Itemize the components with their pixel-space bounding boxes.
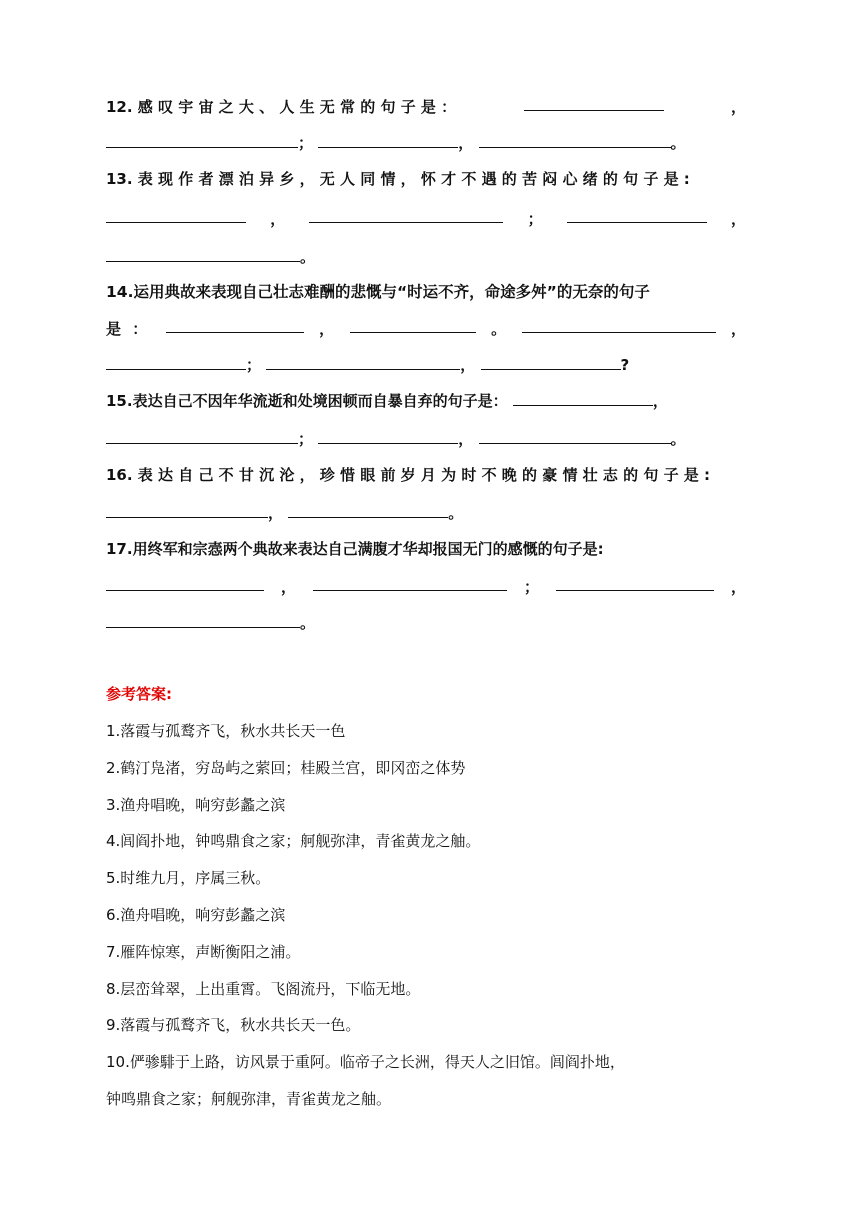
answer-blank[interactable] bbox=[166, 318, 304, 333]
answer-item: 2.鹤汀凫渚，穷岛屿之萦回；桂殿兰宫，即冈峦之体势 bbox=[106, 759, 466, 777]
answer-blank[interactable] bbox=[288, 503, 448, 518]
answers-title: 参考答案: bbox=[106, 685, 172, 703]
punct: ； bbox=[523, 578, 539, 596]
punct: 。 bbox=[300, 614, 316, 632]
answer-blank[interactable] bbox=[318, 133, 458, 148]
question-15-line2 bbox=[106, 428, 746, 449]
answer-blank[interactable] bbox=[350, 318, 476, 333]
punct: 。 bbox=[670, 430, 686, 448]
question-14-prompt: 14.运用典故来表现自己壮志难酬的悲慨与“时运不齐，命途多舛”的无奈的句子 bbox=[106, 283, 650, 301]
answer-item: 3.渔舟唱晚，响穷彭蠡之滨 bbox=[106, 796, 286, 814]
answer-item: 5.时维九月，序属三秋。 bbox=[106, 869, 271, 887]
punct: ， bbox=[270, 210, 286, 228]
question-16-line1 bbox=[106, 464, 746, 485]
punct: ， bbox=[730, 578, 746, 596]
question-13-line1 bbox=[106, 168, 746, 189]
answer-item: 1.落霞与孤鹜齐飞，秋水共长天一色 bbox=[106, 722, 346, 740]
answer-blank[interactable] bbox=[567, 208, 707, 223]
punct: ， bbox=[460, 356, 476, 374]
answer-blank[interactable] bbox=[524, 96, 664, 111]
punct: ， bbox=[652, 392, 668, 410]
question-16-line2 bbox=[106, 502, 746, 523]
question-13-line3 bbox=[106, 246, 746, 267]
answer-blank[interactable] bbox=[106, 576, 264, 591]
punct: ， bbox=[268, 504, 284, 522]
punct: ， bbox=[319, 320, 335, 338]
answer-blank[interactable] bbox=[106, 613, 300, 628]
answer-blank[interactable] bbox=[513, 391, 653, 406]
question-15-prompt: 15.表达自己不因年华流逝和处境困顿而自暴自弃的句子是： bbox=[106, 392, 508, 410]
answer-item: 10.俨骖騑于上路，访风景于重阿。临帝子之长洲，得天人之旧馆。闾阎扑地， bbox=[106, 1053, 625, 1071]
answer-blank[interactable] bbox=[106, 355, 246, 370]
punct: 。 bbox=[300, 248, 316, 266]
answer-blank[interactable] bbox=[522, 318, 716, 333]
punct: ， bbox=[730, 320, 746, 338]
punct: ? bbox=[620, 356, 630, 374]
question-16-prompt: 16. 表 达 自 己 不 甘 沉 沦 ， 珍 惜 眼 前 岁 月 为 时 不 晚 的 豪 情 壮 志 的 句 子 是 : bbox=[106, 466, 711, 484]
question-14-line1 bbox=[106, 280, 746, 302]
answer-blank[interactable] bbox=[106, 133, 298, 148]
question-14-lead: 是 ： bbox=[106, 320, 151, 338]
punct: 。 bbox=[448, 504, 464, 522]
answer-item: 6.渔舟唱晚，响穷彭蠡之滨 bbox=[106, 906, 286, 924]
answer-blank[interactable] bbox=[318, 429, 458, 444]
punct: 。 bbox=[491, 320, 507, 338]
answer-item: 9.落霞与孤鹜齐飞，秋水共长天一色。 bbox=[106, 1016, 361, 1034]
punct: ； bbox=[298, 134, 314, 152]
punct: ， bbox=[458, 134, 474, 152]
answer-blank[interactable] bbox=[266, 355, 460, 370]
answer-blank[interactable] bbox=[106, 429, 298, 444]
question-17-line3 bbox=[106, 612, 746, 633]
question-12-prompt: 12. 感 叹 宇 宙 之 大 、 人 生 无 常 的 句 子 是 ： bbox=[106, 98, 457, 116]
question-17-line2 bbox=[106, 576, 746, 597]
punct: ， bbox=[730, 210, 746, 228]
answer-blank[interactable] bbox=[106, 503, 268, 518]
answer-blank[interactable] bbox=[309, 208, 503, 223]
answer-blank[interactable] bbox=[556, 576, 714, 591]
answer-blank[interactable] bbox=[106, 247, 300, 262]
punct: ， bbox=[730, 98, 746, 116]
question-15-line1 bbox=[106, 390, 746, 411]
question-17-line1 bbox=[106, 538, 746, 559]
question-14-line2 bbox=[106, 318, 746, 339]
answer-blank[interactable] bbox=[481, 355, 621, 370]
punct: ； bbox=[246, 356, 262, 374]
punct: 。 bbox=[670, 134, 686, 152]
answer-item: 8.层峦耸翠，上出重霄。飞阁流丹，下临无地。 bbox=[106, 980, 421, 998]
answer-item: 7.雁阵惊寒，声断衡阳之浦。 bbox=[106, 943, 301, 961]
question-17-prompt: 17.用终军和宗悫两个典故来表达自己满腹才华却报国无门的感慨的句子是: bbox=[106, 540, 604, 558]
answer-blank[interactable] bbox=[313, 576, 507, 591]
punct: ； bbox=[527, 210, 543, 228]
question-12-line1 bbox=[106, 96, 746, 117]
answer-blank[interactable] bbox=[479, 133, 671, 148]
answer-blank[interactable] bbox=[479, 429, 671, 444]
question-13-prompt: 13. 表 现 作 者 漂 泊 异 乡 ， 无 人 同 情 ， 怀 才 不 遇 的 苦 闷 心 绪 的 句 子 是 : bbox=[106, 170, 690, 188]
question-12-line2 bbox=[106, 132, 746, 153]
answer-item: 4.闾阎扑地，钟鸣鼎食之家；舸舰弥津，青雀黄龙之舳。 bbox=[106, 832, 481, 850]
answer-item: 钟鸣鼎食之家；舸舰弥津，青雀黄龙之舳。 bbox=[106, 1090, 392, 1108]
punct: ， bbox=[280, 578, 296, 596]
punct: ； bbox=[298, 430, 314, 448]
question-13-line2 bbox=[106, 208, 746, 229]
question-14-line3 bbox=[106, 354, 746, 375]
punct: ， bbox=[458, 430, 474, 448]
answer-blank[interactable] bbox=[106, 208, 246, 223]
